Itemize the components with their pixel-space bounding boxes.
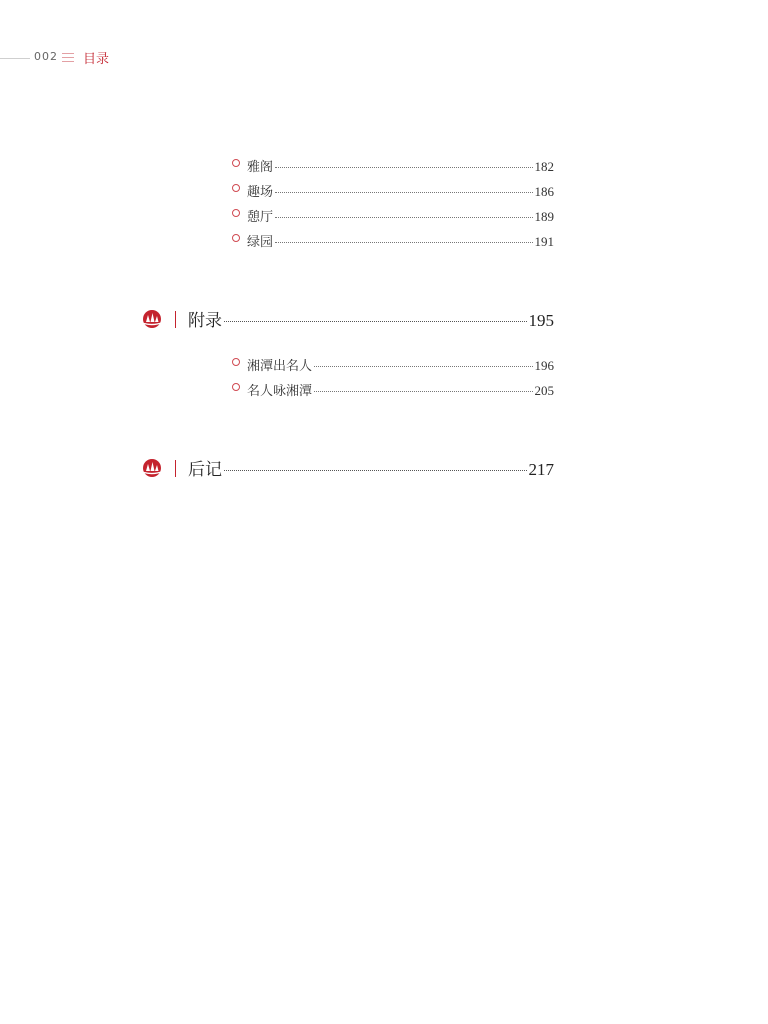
entry-title: 绿园 [247,235,274,250]
entry-page-number: 196 [534,358,554,373]
toc-entry[interactable] [230,156,554,181]
entry-title: 憩厅 [247,210,274,225]
toc-entry[interactable] [230,206,554,231]
toc-entry[interactable] [230,355,554,380]
chapter-divider [175,311,176,328]
running-header [0,48,200,68]
entry-page-number: 189 [534,209,554,224]
entry-title: 湘潭出名人 [247,359,313,374]
toc-entry[interactable] [230,380,554,405]
chapter-page-number: 195 [528,311,554,330]
bullet-circle-icon [232,234,240,242]
dot-leader [314,366,532,367]
entry-page-number: 182 [534,159,554,174]
entry-page-number: 191 [534,234,554,249]
chapter-title: 附录 [188,311,222,331]
toc-entry[interactable] [230,181,554,206]
red-sailboat-logo-icon [142,458,164,478]
toc-sub-list [230,355,554,405]
bullet-circle-icon [232,184,240,192]
entry-title: 雅阁 [247,160,274,175]
bullet-circle-icon [232,209,240,217]
dot-leader [314,391,532,392]
entry-page-number: 186 [534,184,554,199]
dot-leader [224,470,527,471]
dot-leader [224,321,527,322]
toc-sub-list [230,156,554,256]
triple-line-icon [62,53,74,62]
chapter-divider [175,460,176,477]
dot-leader [275,242,532,243]
bullet-circle-icon [232,159,240,167]
dot-leader [275,167,532,168]
red-sailboat-logo-icon [142,309,164,329]
entry-title: 趣场 [247,185,274,200]
dot-leader [275,217,532,218]
chapter-page-number: 217 [528,460,554,479]
section-title: 目录 [83,52,110,67]
bullet-circle-icon [232,383,240,391]
toc-entry[interactable] [230,231,554,256]
bullet-circle-icon [232,358,240,366]
header-rule [0,58,30,59]
entry-title: 名人咏湘潭 [247,384,313,399]
toc-chapter-appendix[interactable] [142,306,554,332]
entry-page-number: 205 [534,383,554,398]
chapter-title: 后记 [188,460,222,480]
toc-chapter-afterword[interactable] [142,455,554,481]
page-number: 002 [34,50,58,63]
dot-leader [275,192,532,193]
